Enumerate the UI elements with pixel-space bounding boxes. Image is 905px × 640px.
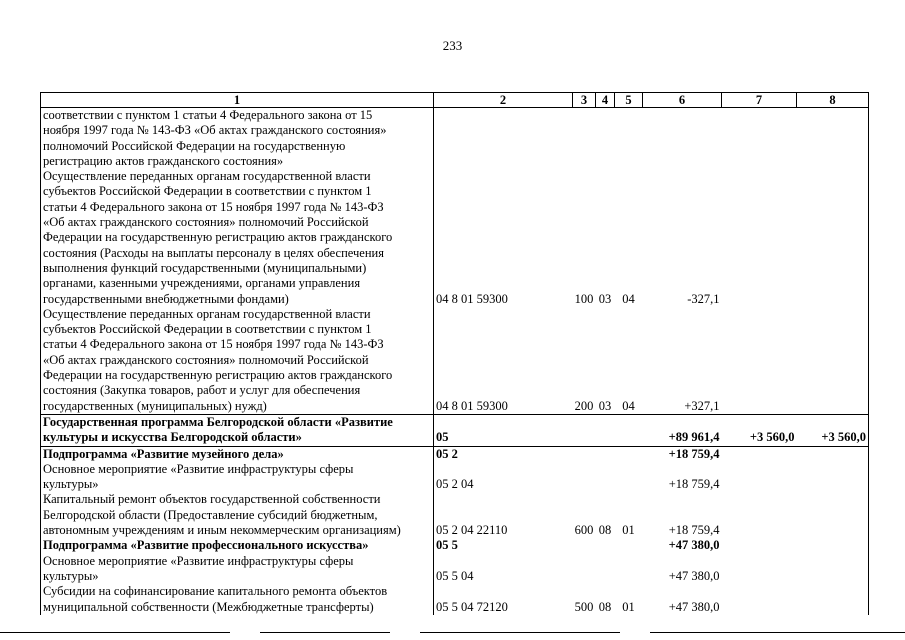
- row-expense-type: [573, 554, 596, 585]
- row-amount-3: [797, 169, 869, 307]
- description-line: муниципальной собственности (Межбюджетные трансферты): [43, 599, 374, 614]
- row-amount-2: [722, 584, 797, 615]
- row-subsection: [615, 414, 643, 446]
- row-code: 05 2 04: [436, 477, 474, 492]
- description-line: культуры и искусства Белгородской области»: [43, 430, 302, 445]
- row-subsection: [615, 446, 643, 462]
- page-number: 233: [442, 38, 463, 53]
- row-amount-3: [797, 554, 869, 585]
- row-subsection: [615, 462, 643, 493]
- row-amount-2: [722, 446, 797, 462]
- table-row: [41, 414, 869, 446]
- row-code: 05 5 04 72120: [436, 599, 508, 614]
- table-row: [41, 307, 869, 415]
- description-line: Подпрограмма «Развитие профессионального искусства»: [43, 538, 369, 553]
- row-amount-1: +327,1: [684, 398, 720, 413]
- row-amount-2: [722, 307, 797, 415]
- row-code: [434, 108, 573, 170]
- row-description: [41, 462, 434, 493]
- row-expense-type: 500: [574, 599, 594, 614]
- table-row: [41, 462, 869, 493]
- row-description: [41, 307, 434, 415]
- row-description: [41, 169, 434, 307]
- row-code: 04 8 01 59300: [436, 291, 508, 306]
- row-amount-2: [722, 538, 797, 553]
- row-expense-type: 200: [574, 398, 594, 413]
- row-section: [596, 446, 615, 462]
- row-amount-1: +89 961,4: [643, 414, 722, 446]
- row-expense-type: 600: [574, 523, 594, 538]
- row-expense-type: 100: [574, 291, 594, 306]
- row-amount-1: -327,1: [687, 291, 720, 306]
- row-subsection: [615, 108, 643, 170]
- table-row: [41, 492, 869, 538]
- description-line: Федерации на государственную регистрацию актов гражданского: [43, 230, 393, 245]
- header-col-7: 7: [722, 93, 797, 108]
- table-row: [41, 554, 869, 585]
- row-amount-3: [797, 307, 869, 415]
- header-col-5: 5: [615, 93, 643, 108]
- row-description: [41, 446, 434, 462]
- description-line: ноября 1997 года № 143-ФЗ «Об актах гражданского состояния»: [43, 123, 387, 138]
- header-col-1: 1: [41, 93, 434, 108]
- row-section: 08: [598, 523, 612, 538]
- row-amount-1: +18 759,4: [668, 477, 720, 492]
- row-description: [41, 584, 434, 615]
- row-amount-1: +18 759,4: [643, 446, 722, 462]
- row-amount-1: +47 380,0: [668, 568, 720, 583]
- row-subsection: 04: [622, 291, 635, 306]
- description-line: полномочий Российской Федерации на государственную: [43, 138, 346, 153]
- row-code: 05: [434, 414, 573, 446]
- row-section: [596, 414, 615, 446]
- row-subsection: 01: [622, 523, 635, 538]
- header-col-8: 8: [797, 93, 869, 108]
- description-line: «Об актах гражданского состояния» полномочий Российской: [43, 215, 369, 230]
- row-description: [41, 554, 434, 585]
- row-amount-3: [797, 446, 869, 462]
- header-col-2: 2: [434, 93, 573, 108]
- description-line: Осуществление переданных органам государственной власти: [43, 169, 371, 184]
- description-line: органами, казенными учреждениями, органами управления: [43, 276, 361, 291]
- row-section: [596, 538, 615, 553]
- description-line: Основное мероприятие «Развитие инфраструктуры сферы: [43, 553, 354, 568]
- description-line: «Об актах гражданского состояния» полномочий Российской: [43, 352, 369, 367]
- row-amount-3: [797, 462, 869, 493]
- row-amount-3: [797, 108, 869, 170]
- row-code: 05 2 04 22110: [436, 523, 508, 538]
- row-description: [41, 414, 434, 446]
- description-line: выполнения функций государственными (муниципальными): [43, 260, 367, 275]
- table-row: [41, 446, 869, 462]
- header-col-3: 3: [573, 93, 596, 108]
- row-amount-2: [722, 492, 797, 538]
- row-expense-type: [573, 538, 596, 553]
- row-amount-1: +47 380,0: [668, 538, 720, 553]
- row-section: [596, 554, 615, 585]
- row-section: 03: [598, 398, 612, 413]
- row-amount-2: [722, 169, 797, 307]
- budget-table: [40, 92, 869, 615]
- row-code: 05 5: [436, 538, 458, 553]
- description-line: Государственная программа Белгородской области «Развитие: [43, 414, 393, 429]
- description-line: государственных (муниципальных) нужд): [43, 398, 267, 413]
- header-col-6: 6: [643, 93, 722, 108]
- description-line: субъектов Российской Федерации в соответствии с пунктом 1: [43, 322, 372, 337]
- row-amount-3: +3 560,0: [797, 414, 869, 446]
- description-line: культуры»: [43, 477, 99, 492]
- row-section: 03: [598, 291, 612, 306]
- description-line: Федерации на государственную регистрацию актов гражданского: [43, 368, 393, 383]
- description-line: состояния (Закупка товаров, работ и услуг для обеспечения: [43, 383, 361, 398]
- row-description: [41, 538, 434, 553]
- row-amount-3: [797, 492, 869, 538]
- description-line: Осуществление переданных органам государственной власти: [43, 306, 371, 321]
- description-line: культуры»: [43, 568, 99, 583]
- row-amount-1: +18 759,4: [668, 523, 720, 538]
- row-expense-type: [573, 446, 596, 462]
- row-expense-type: [573, 108, 596, 170]
- description-line: государственными внебюджетными фондами): [43, 291, 289, 306]
- row-subsection: [615, 554, 643, 585]
- table-body: [41, 108, 869, 615]
- row-code: 05 5 04: [436, 568, 474, 583]
- row-amount-2: [722, 554, 797, 585]
- description-line: Основное мероприятие «Развитие инфраструктуры сферы: [43, 461, 354, 476]
- row-expense-type: [573, 462, 596, 493]
- description-line: Субсидии на софинансирование капитального ремонта объектов: [43, 584, 388, 599]
- row-amount-1: [643, 108, 722, 170]
- row-subsection: [615, 538, 643, 553]
- description-line: Капитальный ремонт объектов государственной собственности: [43, 492, 381, 507]
- row-subsection: 01: [622, 599, 635, 614]
- description-line: состояния (Расходы на выплаты персоналу в целях обеспечения: [43, 245, 384, 260]
- table-row: [41, 169, 869, 307]
- description-line: Белгородской области (Предоставление субсидий бюджетным,: [43, 507, 378, 522]
- row-amount-3: [797, 538, 869, 553]
- description-line: соответствии с пунктом 1 статьи 4 Федерального закона от 15: [43, 108, 373, 122]
- description-line: статьи 4 Федерального закона от 15 ноября 1997 года № 143-ФЗ: [43, 199, 384, 214]
- row-amount-3: [797, 584, 869, 615]
- row-amount-1: +47 380,0: [668, 599, 720, 614]
- row-expense-type: [573, 414, 596, 446]
- row-section: 08: [598, 599, 612, 614]
- bottom-scan-rule: [0, 632, 905, 634]
- header-col-4: 4: [596, 93, 615, 108]
- table-row: [41, 584, 869, 615]
- row-amount-2: +3 560,0: [722, 414, 797, 446]
- row-section: [596, 462, 615, 493]
- row-code: 05 2: [434, 446, 573, 462]
- table-row: [41, 108, 869, 170]
- description-line: статьи 4 Федерального закона от 15 ноября 1997 года № 143-ФЗ: [43, 337, 384, 352]
- table-row: [41, 538, 869, 553]
- row-amount-2: [722, 462, 797, 493]
- row-description: [41, 492, 434, 538]
- description-line: регистрацию актов гражданского состояния»: [43, 153, 284, 168]
- row-amount-2: [722, 108, 797, 170]
- description-line: Подпрограмма «Развитие музейного дела»: [43, 446, 284, 461]
- row-code: 04 8 01 59300: [436, 398, 508, 413]
- row-section: [596, 108, 615, 170]
- table-header-row: [41, 93, 869, 108]
- description-line: субъектов Российской Федерации в соответствии с пунктом 1: [43, 184, 372, 199]
- row-subsection: 04: [622, 398, 635, 413]
- row-description: [41, 108, 434, 170]
- description-line: автономным учреждениям и иным некоммерческим организациям): [43, 523, 401, 538]
